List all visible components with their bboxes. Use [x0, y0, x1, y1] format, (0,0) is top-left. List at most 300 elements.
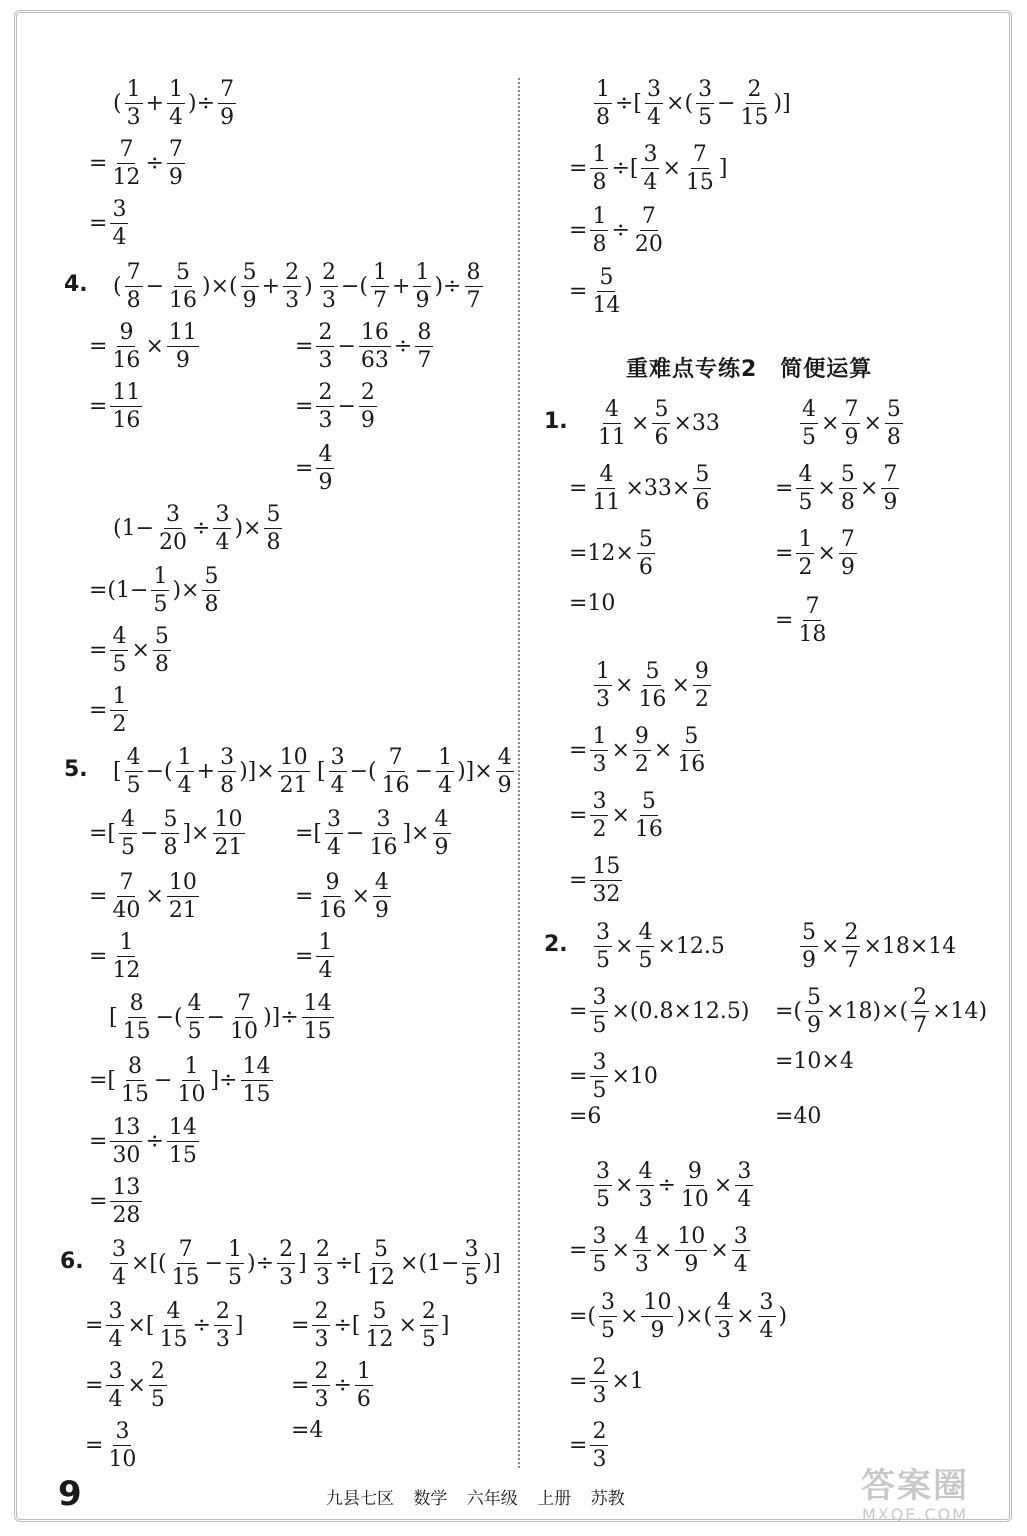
denominator: 30: [112, 1143, 141, 1169]
math-text: )]: [773, 90, 791, 116]
denominator: 7: [466, 288, 481, 314]
denominator: 8: [840, 490, 855, 516]
numerator: 7: [842, 398, 860, 424]
numerator: 4: [186, 992, 204, 1018]
fraction: [110, 1176, 142, 1227]
numerator: 4: [316, 443, 334, 469]
math-text: ]×: [402, 820, 430, 846]
denominator: 3: [314, 1327, 329, 1353]
denominator: 9: [434, 835, 449, 861]
math-text: ×: [713, 1172, 733, 1198]
math-text: −: [145, 273, 165, 299]
fraction: [175, 1055, 207, 1106]
denominator: 9: [415, 288, 430, 314]
fraction: [110, 138, 142, 189]
math-line: [592, 78, 792, 129]
math-text: ×: [611, 802, 630, 828]
numerator: 3: [590, 986, 608, 1012]
math-text: −: [414, 758, 434, 784]
denominator: 15: [168, 1143, 197, 1169]
fraction: [283, 261, 301, 312]
denominator: 4: [177, 773, 192, 799]
fraction: [151, 565, 169, 616]
fraction: [594, 78, 612, 129]
math-line: [568, 986, 750, 1037]
fraction: [436, 746, 454, 797]
numerator: 14: [241, 1055, 273, 1081]
math-text: ×: [398, 1312, 417, 1338]
denominator: 15: [159, 1327, 188, 1353]
math-text: ×: [736, 1303, 755, 1329]
math-line: [568, 1106, 602, 1128]
denominator: 5: [638, 948, 653, 974]
math-text: ×: [611, 737, 630, 763]
numerator: 3: [594, 1160, 612, 1186]
fraction: [590, 855, 622, 906]
math-text: ×: [615, 1172, 634, 1198]
fraction: [167, 321, 199, 372]
denominator: 15: [122, 1019, 151, 1045]
math-text: ÷: [333, 1372, 352, 1398]
math-text: =: [89, 943, 108, 969]
numerator: 5: [652, 398, 670, 424]
denominator: 16: [677, 752, 706, 778]
math-text: [: [113, 758, 122, 784]
fraction: [316, 443, 334, 494]
numerator: 3: [106, 1300, 124, 1326]
numerator: 2: [911, 986, 929, 1012]
fraction: [241, 261, 259, 312]
numerator: 4: [636, 921, 654, 947]
fraction: [839, 528, 857, 579]
fraction: [329, 746, 347, 797]
numerator: 4: [603, 398, 621, 424]
denominator: 3: [285, 288, 300, 314]
math-line: [798, 921, 957, 972]
numerator: 8: [465, 261, 483, 287]
numerator: 7: [387, 746, 405, 772]
math-text: =: [89, 1188, 108, 1214]
fraction: [277, 1238, 295, 1289]
numerator: 1: [117, 931, 135, 957]
fraction: [693, 463, 711, 514]
math-text: (: [113, 273, 122, 299]
numerator: 3: [374, 808, 392, 834]
fraction: [359, 321, 391, 372]
math-text: [: [109, 1004, 118, 1030]
denominator: 3: [592, 752, 607, 778]
math-text: =: [295, 393, 314, 419]
fraction: [805, 986, 823, 1037]
fraction: [241, 1055, 273, 1106]
math-text: =[: [89, 820, 117, 846]
denominator: 12: [112, 165, 141, 191]
numerator: 1: [590, 205, 608, 231]
fraction: [633, 205, 665, 256]
math-text: =10: [569, 591, 616, 616]
math-text: =4: [291, 1418, 324, 1443]
denominator: 3: [592, 1447, 607, 1473]
math-text: =: [89, 883, 108, 909]
math-text: =: [775, 475, 794, 501]
fraction: [359, 381, 377, 432]
numerator: 2: [316, 321, 334, 347]
numerator: 3: [696, 78, 714, 104]
math-text: =: [295, 883, 314, 909]
fraction: [316, 321, 334, 372]
denominator: 7: [417, 348, 432, 374]
fraction: [213, 503, 231, 554]
fraction: [170, 1238, 202, 1289]
math-text: =: [569, 737, 588, 763]
denominator: 9: [844, 425, 859, 451]
numerator: 9: [633, 725, 651, 751]
math-text: ÷: [657, 1172, 676, 1198]
fraction: [465, 261, 483, 312]
math-text: −(: [349, 758, 377, 784]
denominator: 5: [596, 948, 610, 974]
math-text: ×: [145, 883, 164, 909]
math-line: [88, 1176, 144, 1227]
denominator: 7: [844, 948, 859, 974]
math-text: =: [569, 155, 588, 181]
numerator: 4: [636, 1160, 654, 1186]
numerator: 4: [164, 1300, 182, 1326]
fraction: [110, 625, 128, 676]
math-text: =: [569, 867, 588, 893]
denominator: 16: [112, 408, 141, 434]
fraction: [157, 503, 189, 554]
denominator: 15: [121, 1082, 150, 1108]
denominator: 10: [177, 1082, 206, 1108]
math-line: [112, 746, 312, 797]
math-text: =[: [89, 1067, 117, 1093]
denominator: 8: [596, 105, 610, 131]
math-line: [568, 593, 616, 615]
denominator: 3: [279, 1265, 294, 1291]
math-line: [112, 503, 284, 554]
math-line: [88, 685, 130, 736]
fraction: [367, 808, 399, 859]
fraction: [693, 660, 711, 711]
denominator: 9: [883, 490, 898, 516]
fraction: [590, 1225, 608, 1276]
numerator: 5: [370, 1300, 388, 1326]
fraction: [599, 1291, 617, 1342]
fraction: [596, 398, 628, 449]
column-divider: [518, 78, 520, 1468]
numerator: 1: [151, 565, 169, 591]
numerator: 7: [117, 871, 135, 897]
fraction: [110, 931, 142, 982]
denominator: 8: [204, 592, 219, 618]
math-text: =: [569, 217, 588, 243]
numerator: 1: [316, 931, 334, 957]
math-text: )×(: [202, 273, 238, 299]
math-text: ×: [631, 410, 650, 436]
watermark-main: 答案圈: [861, 1466, 969, 1506]
fraction: [106, 1420, 138, 1471]
fraction: [590, 205, 608, 256]
math-text: ×: [611, 1237, 630, 1263]
numerator: 3: [599, 1291, 617, 1317]
denominator: 15: [303, 1019, 332, 1045]
denominator: 8: [592, 170, 607, 196]
math-text: ÷: [192, 515, 211, 541]
math-line: [568, 855, 624, 906]
fraction: [758, 1291, 776, 1342]
math-text: ×18)×(: [826, 998, 909, 1024]
numerator: 5: [264, 503, 282, 529]
math-text: )÷: [434, 273, 462, 299]
numerator: 5: [839, 463, 857, 489]
denominator: 28: [112, 1203, 141, 1229]
fraction: [264, 503, 282, 554]
numerator: 5: [682, 725, 700, 751]
numerator: 9: [686, 1160, 704, 1186]
math-line: [568, 1356, 645, 1407]
fraction: [842, 921, 860, 972]
numerator: 9: [117, 321, 135, 347]
denominator: 8: [126, 288, 141, 314]
denominator: 5: [592, 1013, 607, 1039]
math-text: ÷[: [615, 90, 643, 116]
denominator: 3: [717, 1318, 732, 1344]
numerator: 1: [110, 685, 128, 711]
numerator: 3: [590, 790, 608, 816]
math-line: [568, 1225, 752, 1276]
denominator: 4: [108, 1387, 123, 1413]
numerator: 5: [637, 528, 655, 554]
numerator: 5: [693, 463, 711, 489]
math-line: [88, 871, 201, 922]
fraction: [637, 528, 655, 579]
math-text: =: [85, 1372, 104, 1398]
fraction: [796, 463, 814, 514]
fraction: [161, 808, 179, 859]
fraction: [641, 1291, 673, 1342]
denominator: 14: [592, 293, 621, 319]
numerator: 1: [176, 746, 194, 772]
numerator: 4: [715, 1291, 733, 1317]
question-number-1: 1.: [544, 409, 568, 434]
numerator: 3: [462, 1238, 480, 1264]
math-text: −(: [341, 273, 369, 299]
fraction: [314, 1238, 332, 1289]
denominator: 3: [316, 1265, 330, 1291]
numerator: 5: [800, 921, 818, 947]
denominator: 2: [798, 555, 813, 581]
fraction: [636, 1160, 654, 1211]
fraction: [365, 1238, 397, 1289]
fraction: [696, 78, 714, 129]
denominator: 4: [327, 835, 342, 861]
numerator: 4: [110, 625, 128, 651]
math-line: [88, 138, 187, 189]
math-text: ×: [863, 410, 882, 436]
math-text: [: [317, 758, 326, 784]
math-text: ×10: [611, 1063, 658, 1089]
denominator: 9: [650, 1318, 665, 1344]
math-text: =: [89, 637, 108, 663]
math-line: [568, 1051, 659, 1102]
denominator: 7: [373, 288, 388, 314]
math-text: ]÷: [210, 1067, 238, 1093]
fraction: [594, 1160, 612, 1211]
fraction: [355, 1360, 373, 1411]
denominator: 9: [360, 408, 375, 434]
numerator: 1: [125, 78, 143, 104]
numerator: 7: [117, 138, 135, 164]
math-text: −: [337, 333, 356, 359]
math-text: =: [569, 1368, 588, 1394]
math-text: ×: [615, 672, 634, 698]
numerator: 2: [746, 78, 764, 104]
numerator: 2: [590, 1420, 608, 1446]
denominator: 2: [694, 687, 709, 713]
fraction: [125, 261, 143, 312]
numerator: 7: [881, 463, 899, 489]
math-text: =6: [569, 1104, 602, 1129]
denominator: 5: [596, 1187, 610, 1213]
denominator: 21: [168, 898, 197, 924]
math-text: ]: [234, 1312, 244, 1338]
numerator: 2: [320, 261, 338, 287]
fraction: [316, 871, 348, 922]
fraction: [110, 685, 128, 736]
fraction: [641, 143, 659, 194]
denominator: 12: [365, 1327, 394, 1353]
math-text: ÷[: [611, 155, 639, 181]
denominator: 11: [598, 425, 626, 451]
math-text: ×: [821, 933, 840, 959]
math-text: ]×: [182, 820, 210, 846]
fraction: [226, 1238, 244, 1289]
denominator: 4: [318, 958, 333, 984]
math-line: [290, 1420, 324, 1442]
fraction: [167, 138, 185, 189]
math-line: [290, 1360, 375, 1411]
math-text: −: [337, 393, 356, 419]
numerator: 3: [732, 1225, 750, 1251]
fraction: [675, 1225, 707, 1276]
math-text: )]÷: [263, 1004, 299, 1030]
page-number: 9: [58, 1474, 82, 1514]
math-text: =: [295, 333, 314, 359]
numerator: 1: [371, 261, 389, 287]
math-text: =: [295, 943, 314, 969]
fraction: [496, 746, 514, 797]
numerator: 4: [433, 808, 451, 834]
math-line: [294, 321, 435, 372]
denominator: 4: [438, 773, 453, 799]
numerator: 2: [312, 1360, 330, 1386]
fraction: [218, 78, 236, 129]
math-text: =: [89, 393, 108, 419]
numerator: 3: [325, 808, 343, 834]
denominator: 20: [159, 530, 188, 556]
math-text: +: [261, 273, 281, 299]
denominator: 3: [596, 687, 610, 713]
numerator: 2: [312, 1300, 330, 1326]
fraction: [420, 1300, 438, 1351]
numerator: 3: [218, 746, 236, 772]
math-line: [568, 1420, 610, 1471]
math-line: [84, 1360, 169, 1411]
denominator: 4: [733, 1252, 748, 1278]
denominator: 5: [228, 1265, 243, 1291]
math-text: ÷[: [335, 1250, 363, 1276]
numerator: 7: [235, 992, 253, 1018]
numerator: 1: [594, 660, 612, 686]
numerator: 2: [420, 1300, 438, 1326]
math-text: −: [154, 1067, 173, 1093]
fraction: [652, 398, 670, 449]
numerator: 1: [590, 725, 608, 751]
math-line: [592, 660, 713, 711]
denominator: 5: [121, 835, 136, 861]
denominator: 9: [840, 555, 855, 581]
math-text: =12×: [569, 540, 634, 566]
numerator: 5: [597, 266, 615, 292]
math-line: [84, 1300, 245, 1351]
denominator: 8: [220, 773, 235, 799]
math-text: ×: [615, 933, 634, 959]
denominator: 4: [112, 225, 127, 251]
fraction: [800, 921, 818, 972]
denominator: 3: [638, 1187, 653, 1213]
numerator: 8: [126, 1055, 144, 1081]
numerator: 10: [213, 808, 245, 834]
math-text: ×: [620, 1303, 639, 1329]
math-line: [774, 463, 901, 514]
denominator: 3: [592, 1383, 607, 1409]
fraction: [157, 1300, 189, 1351]
denominator: 4: [647, 105, 662, 131]
math-text: =: [85, 1312, 104, 1338]
numerator: 10: [641, 1291, 673, 1317]
footer-text: 九县七区 数学 六年级 上册 苏教: [326, 1489, 625, 1509]
numerator: 3: [329, 746, 347, 772]
numerator: 3: [641, 143, 659, 169]
math-text: =: [85, 1432, 104, 1458]
math-text: ×: [821, 410, 840, 436]
math-text: ×33×: [625, 475, 691, 501]
numerator: 3: [594, 921, 612, 947]
math-line: [88, 931, 144, 982]
denominator: 5: [601, 1318, 616, 1344]
math-text: =: [569, 1063, 588, 1089]
math-line: [88, 198, 130, 249]
fraction: [110, 381, 142, 432]
fraction: [302, 992, 334, 1043]
denominator: 10: [680, 1187, 709, 1213]
denominator: 21: [214, 835, 243, 861]
denominator: 4: [643, 170, 658, 196]
fraction: [371, 261, 389, 312]
math-text: ÷: [393, 333, 413, 359]
fraction: [214, 1300, 232, 1351]
numerator: 7: [691, 143, 709, 169]
math-line: [568, 205, 667, 256]
denominator: 6: [654, 425, 669, 451]
math-line: [88, 625, 173, 676]
fraction: [885, 398, 903, 449]
denominator: 5: [802, 425, 816, 451]
fraction: [462, 1238, 480, 1289]
denominator: 4: [108, 1327, 123, 1353]
fraction: [106, 1360, 124, 1411]
